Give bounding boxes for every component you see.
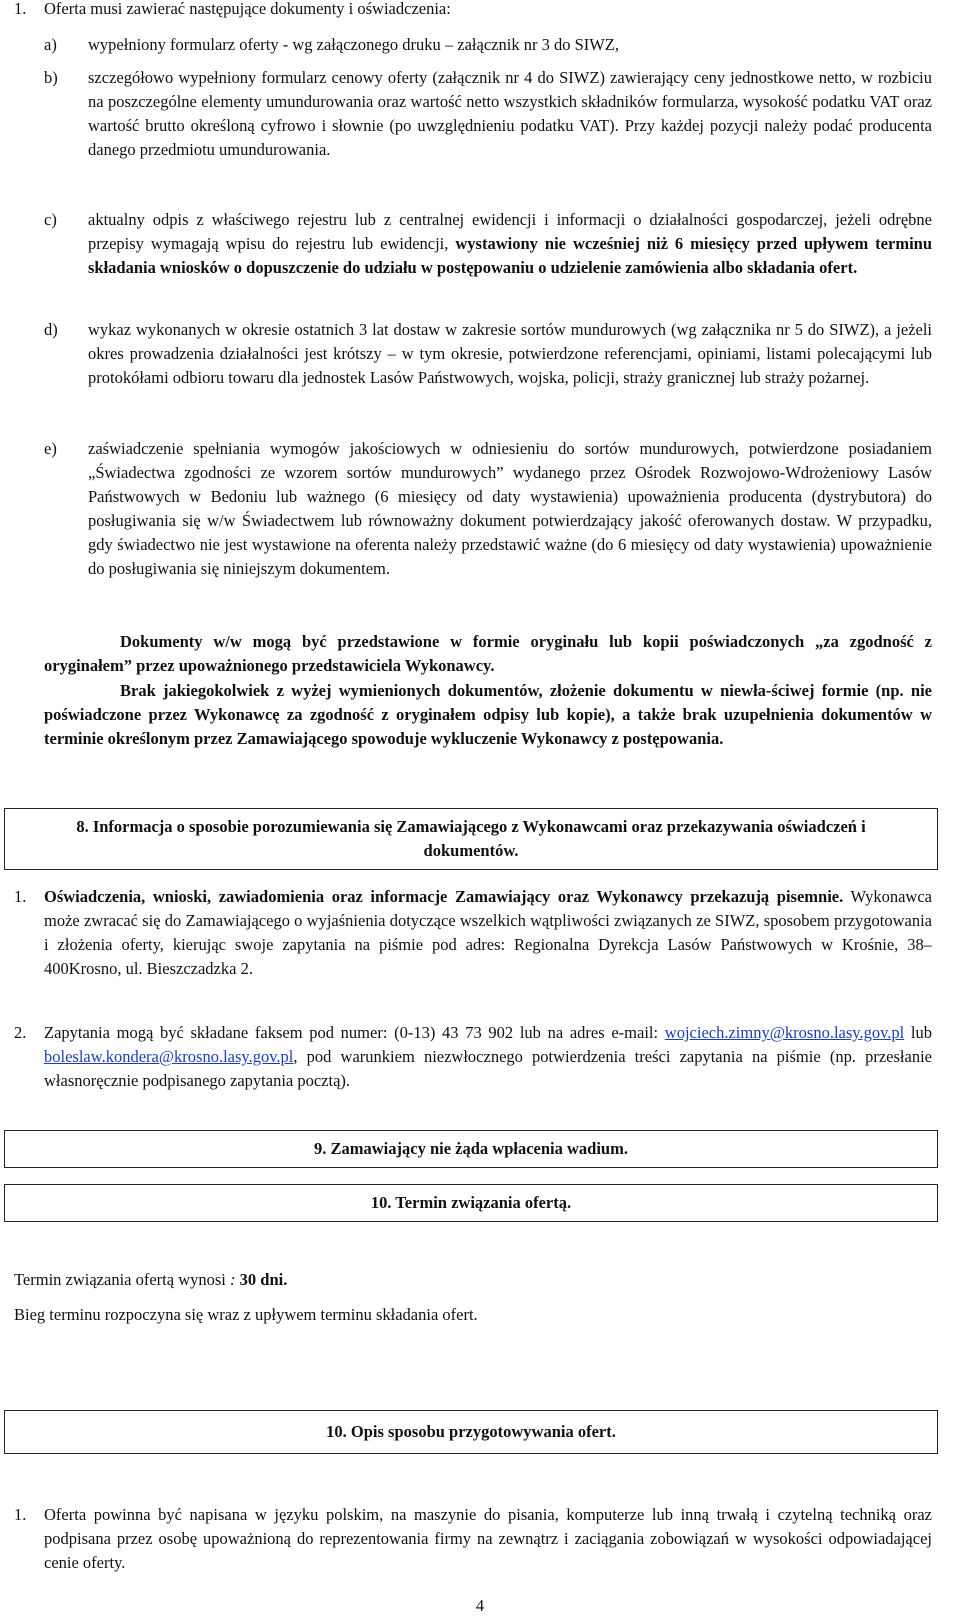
section-10-binding-heading: 10. Termin związania ofertą. (4, 1184, 938, 1222)
item-c-bold-text: wystawiony nie wcześniej niż 6 miesięcy przed upływem terminu składania wniosków o dopuszczenie do udziału w postępowaniu o udzielenie zamówienia albo składania ofert. (88, 234, 933, 277)
item-c-text: aktualny odpis z właściwego rejestru lub z centralnej ewidencji i informacji o działalności gospodarczej, jeżeli odrębne przepisy wymagają wpisu do rejestru lub ewidencji, wystawiony nie wcześniej niż 6 miesięcy przed upływem terminu składania wniosków o dopuszczenie do udziału w postępowaniu o udzielenie zamówienia albo składania ofert. (88, 210, 933, 277)
item-d-text: wykaz wykonanych w okresie ostatnich 3 lat dostaw w zakresie sortów mundurowych (wg załącznika nr 5 do SIWZ), a jeżeli okres prowadzenia działalności jest krótszy – w tym okresie, potwierdzone referencjami, opiniami, listami polecającymi lub protokółami odbioru towaru dla jednostek Lasów Państwowych, wojska, policji, straży granicznej lub straży pożarnej. (88, 320, 932, 387)
page-number: 4 (475, 1596, 485, 1615)
section-8-heading: 8. Informacja o sposobie porozumiewania się Zamawiającego z Wykonawcami oraz przekazywania oświadczeń i dokumentów. (4, 808, 938, 870)
item-c-label: c) (44, 210, 57, 229)
item-e-text: zaświadczenie spełniania wymogów jakościowych w odniesieniu do sortów mundurowych, potwierdzone posiadaniem „Świadectwa zgodności ze wzorem sortów mundurowych” wydanego przez Ośrodek Rozwojowo-Wdrożeniowy Lasów Państwowych w Bedoniu lub ważnego (6 miesięcy od daty wystawienia) upoważnienia producenta (dystrybutora) do posługiwania się w/w Świadectwem lub równoważny dokument potwierdzający jakość oferowanych dostaw. W przypadku, gdy świadectwo nie jest wystawione na oferenta należy przedstawić ważne (do 6 miesięcy od daty wystawienia) upoważnienie do posługiwania się niniejszym dokumentem. (88, 439, 932, 578)
email-link-kondera[interactable]: boleslaw.kondera@krosno.lasy.gov.pl (44, 1047, 294, 1066)
written-communication-bold: Oświadczenia, wnioski, zawiadomienia oraz informacje Zamawiający oraz Wykonawcy przekazują pisemnie. (44, 887, 844, 906)
section-10-preparation-heading: 10. Opis sposobu przygotowywania ofert. (4, 1410, 938, 1454)
section-9-heading: 9. Zamawiający nie żąda wpłacenia wadium. (4, 1130, 938, 1168)
item-1-text: Oferta musi zawierać następujące dokumenty i oświadczenia: (44, 0, 451, 18)
binding-period-line: Termin związania ofertą wynosi : 30 dni. (14, 1270, 288, 1289)
section-8-item-2-number: 2. (14, 1023, 27, 1042)
documents-form-note: Dokumenty w/w mogą być przedstawione w formie oryginału lub kopii poświadczonych „za zgodność z oryginałem” przez upoważnionego przedstawiciela Wykonawcy. (44, 632, 932, 675)
item-a-label: a) (44, 35, 57, 54)
binding-period-days: 30 dni. (235, 1270, 288, 1289)
item-e-label: e) (44, 439, 57, 458)
section-8-item-1-text: Oświadczenia, wnioski, zawiadomienia oraz informacje Zamawiający oraz Wykonawcy przekazują pisemnie. Wykonawca może zwracać się do Zamawiającego o wyjaśnienia dotyczące wszelkich wątpliwości związanych ze SIWZ, sposobem przygotowania i złożenia oferty, kierując swoje zapytania na piśmie pod adres: Regionalna Dyrekcja Lasów Państwowych w Krośnie, 38–400Krosno, ul. Bieszczadzka 2. (44, 887, 932, 978)
section-8-item-1-number: 1. (14, 887, 27, 906)
preparation-item-1-number: 1. (14, 1505, 27, 1524)
preparation-item-1-text: Oferta powinna być napisana w języku polskim, na maszynie do pisania, komputerze lub inną trwałą i czytelną techniką oraz podpisana przez osobę upoważnioną do reprezentowania firmy na zewnątrz i zaciągania zobowiązań w wysokości odpowiadającej cenie oferty. (44, 1505, 932, 1572)
item-b-label: b) (44, 68, 58, 87)
item-number-1: 1. (14, 0, 27, 18)
email-link-zimny[interactable]: wojciech.zimny@krosno.lasy.gov.pl (664, 1023, 905, 1042)
exclusion-note: Brak jakiegokolwiek z wyżej wymienionych dokumentów, złożenie dokumentu w niewła-ściwej formie (np. nie poświadczone przez Wykonawcę za zgodność z oryginałem odpisy lub kopie), a także brak uzupełnienia dokumentów w terminie określonym przez Zamawiającego spowoduje wykluczenie Wykonawcy z postępowania. (44, 681, 932, 748)
item-d-label: d) (44, 320, 58, 339)
item-b-text: szczegółowo wypełniony formularz cenowy oferty (załącznik nr 4 do SIWZ) zawierający ceny jednostkowe netto, w rozbiciu na poszczególne elementy umundurowania oraz wartość netto wszystkich składników formularza, wysokość podatku VAT oraz wartość brutto określoną cyfrowo i słownie (po uwzględnieniu podatku VAT). Przy każdej pozycji należy podać producenta danego przedmiotu umundurowania. (88, 68, 932, 159)
item-a-text: wypełniony formularz oferty - wg załączonego druku – załącznik nr 3 do SIWZ, (88, 35, 620, 54)
binding-period-start-line: Bieg terminu rozpoczyna się wraz z upływem terminu składania ofert. (14, 1305, 478, 1324)
section-8-item-2-text: Zapytania mogą być składane faksem pod numer: (0-13) 43 73 902 lub na adres e-mail: wojciech.zimny@krosno.lasy.gov.pl lub boleslaw.kondera@krosno.lasy.gov.pl, pod warunkiem niezwłocznego potwierdzenia treści zapytania na piśmie (np. przesłanie własnoręcznie podpisanego zapytania pocztą). (44, 1023, 932, 1090)
